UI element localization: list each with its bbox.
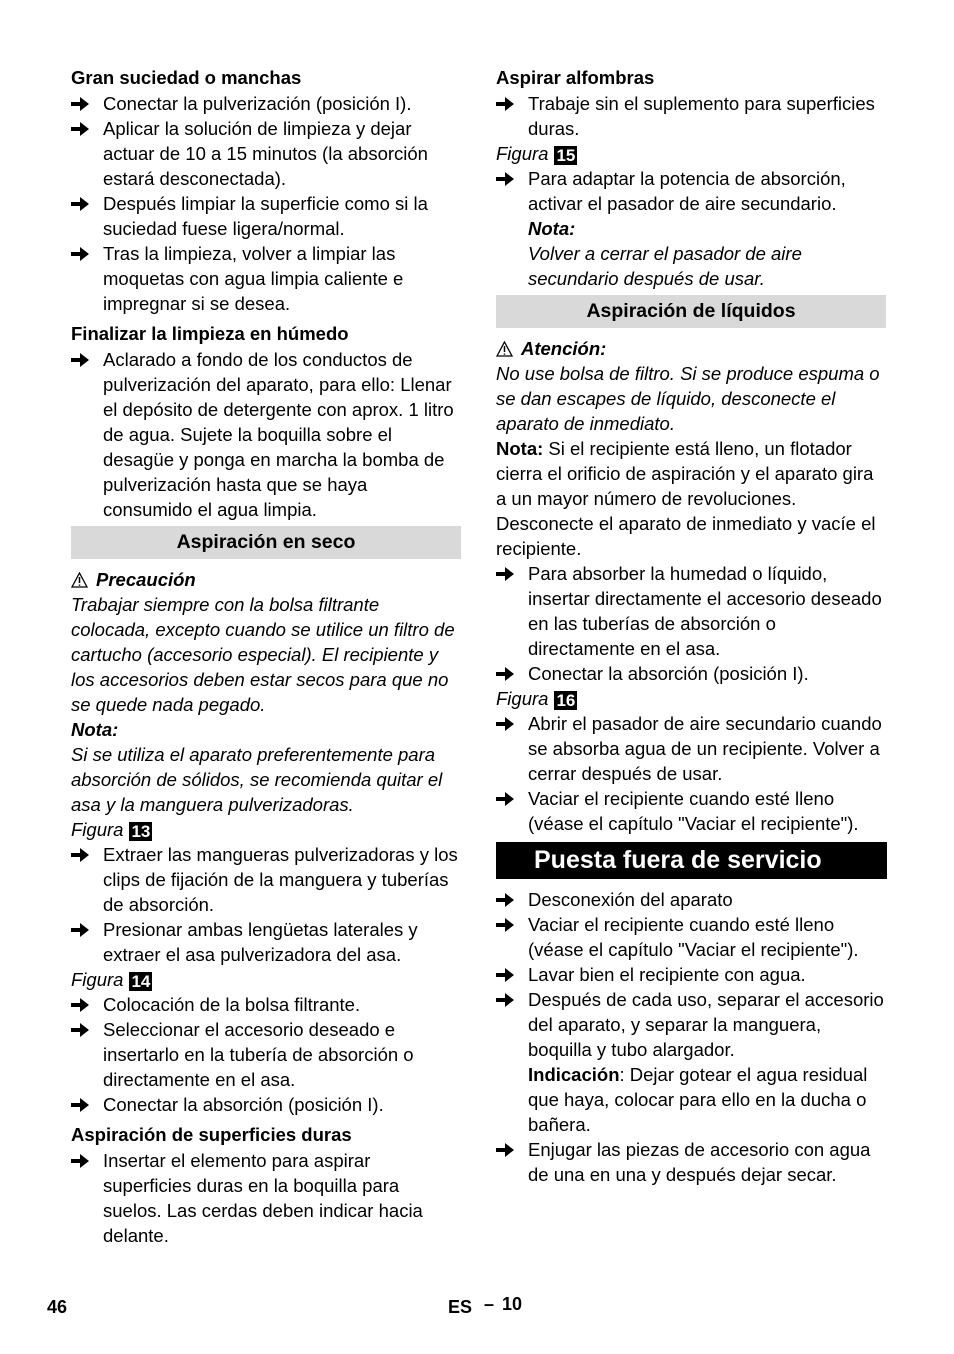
- note-label: Nota:: [71, 719, 119, 740]
- section-page-number: 10: [502, 1294, 523, 1314]
- figure-ref-16: [496, 686, 886, 711]
- list-item: [71, 116, 461, 191]
- figure-label: Figura: [496, 688, 549, 709]
- figure-label: Figura: [71, 969, 124, 990]
- section-aspiracion-seco: Aspiración en seco: [71, 526, 461, 559]
- list-item: [71, 842, 461, 917]
- note-paragraph: [496, 436, 886, 561]
- arrow-icon: [71, 347, 103, 522]
- list-item: [496, 166, 886, 291]
- caution-heading: [71, 567, 461, 592]
- list-item-text: Para absorber la humedad o líquido, insertar directamente el accesorio deseado en las tuberías de absorción o directamente en el asa.: [528, 563, 882, 659]
- arrow-icon: [496, 1137, 528, 1187]
- figure-ref-13: [71, 817, 461, 842]
- list-item-text: Aplicar la solución de limpieza y dejar actuar de 10 a 15 minutos (la absorción estará desconectada).: [103, 118, 428, 189]
- list-item: [496, 561, 886, 661]
- caution-text: Trabajar siempre con la bolsa filtrante colocada, excepto cuando se utilice un filtro de cartucho (accesorio especial). El recipiente y los accesorios deben estar secos para que no se quede nada pegado.: [71, 594, 455, 715]
- figure-label: Figura: [71, 819, 124, 840]
- list-item: [496, 912, 886, 962]
- heading-aspirar-alfombras: Aspirar alfombras: [496, 67, 655, 88]
- arrow-icon: [71, 917, 103, 967]
- list-item-text: Vaciar el recipiente cuando esté lleno (véase el capítulo "Vaciar el recipiente").: [528, 914, 859, 960]
- arrow-icon: [496, 912, 528, 962]
- attention-heading: [496, 336, 886, 361]
- list-item-text: [528, 987, 886, 1137]
- list-item: [71, 992, 461, 1017]
- list-item-text: Insertar el elemento para aspirar superficies duras en la boquilla para suelos. Las cerdas deben indicar hacia delante.: [103, 1150, 423, 1246]
- heading-superficies-duras: Aspiración de superficies duras: [71, 1124, 352, 1145]
- note-text: Si se utiliza el aparato preferentemente para absorción de sólidos, se recomienda quitar el asa y la manguera pulverizadoras.: [71, 744, 443, 815]
- list-item: [71, 1092, 461, 1117]
- list-item: [496, 91, 886, 141]
- arrow-icon: [71, 241, 103, 316]
- warning-icon: [496, 341, 513, 357]
- list-item-text: Conectar la absorción (posición I).: [103, 1094, 384, 1115]
- arrow-icon: [496, 166, 528, 291]
- arrow-icon: [71, 91, 103, 116]
- list-item-text: Enjugar las piezas de accesorio con agua de una en una y después dejar secar.: [528, 1139, 871, 1185]
- arrow-icon: [71, 992, 103, 1017]
- list-item-text: Trabaje sin el suplemento para superficies duras.: [528, 93, 875, 139]
- arrow-icon: [71, 1148, 103, 1248]
- note-text: Volver a cerrar el pasador de aire secundario después de usar.: [528, 243, 802, 289]
- arrow-icon: [496, 561, 528, 661]
- arrow-icon: [71, 116, 103, 191]
- list-item-text: Conectar la absorción (posición I).: [528, 663, 809, 684]
- figure-number: 16: [556, 691, 576, 710]
- list-item-text: Lavar bien el recipiente con agua.: [528, 964, 806, 985]
- note-text: Si el recipiente está lleno, un flotador cierra el orificio de aspiración y el aparato gira a un mayor número de revoluciones. Desconecte el aparato de inmediato y vacíe el recipiente.: [496, 438, 876, 559]
- footer-separator: –: [484, 1294, 495, 1314]
- note-label: Nota:: [496, 438, 544, 459]
- arrow-icon: [496, 91, 528, 141]
- list-item: [496, 661, 886, 686]
- list-item: [71, 1017, 461, 1092]
- attention-text: No use bolsa de filtro. Si se produce espuma o se dan escapes de líquido, desconecte el aparato de inmediato.: [496, 363, 880, 434]
- section-aspiracion-liquidos: Aspiración de líquidos: [496, 295, 886, 328]
- list-item-body: Para adaptar la potencia de absorción, activar el pasador de aire secundario.: [528, 168, 846, 214]
- list-item: [71, 347, 461, 522]
- caution-title: Precaución: [96, 569, 196, 590]
- figure-ref-15: [496, 141, 886, 166]
- arrow-icon: [71, 191, 103, 241]
- heading-finalizar: Finalizar la limpieza en húmedo: [71, 323, 349, 344]
- figure-number: 14: [131, 972, 151, 991]
- warning-icon: [71, 572, 88, 588]
- list-item: [496, 786, 886, 836]
- list-item-text: Después limpiar la superficie como si la suciedad fuese ligera/normal.: [103, 193, 428, 239]
- list-item: [496, 987, 886, 1137]
- figure-number: 13: [131, 822, 151, 841]
- list-item-text: Colocación de la bolsa filtrante.: [103, 994, 361, 1015]
- list-item-text: Extraer las mangueras pulverizadoras y los clips de fijación de la manguera y tuberías de absorción.: [103, 844, 458, 915]
- page-number: 46: [47, 1297, 68, 1317]
- arrow-icon: [496, 987, 528, 1137]
- figure-number: 15: [556, 146, 576, 165]
- arrow-icon: [71, 842, 103, 917]
- list-item-text: Abrir el pasador de aire secundario cuando se absorba agua de un recipiente. Volver a cerrar después de usar.: [528, 713, 882, 784]
- list-item-body: Después de cada uso, separar el accesorio del aparato, y separar la manguera, boquilla y tubo alargador.: [528, 989, 884, 1060]
- list-item-text: [528, 166, 886, 291]
- list-item: [496, 1137, 886, 1187]
- arrow-icon: [71, 1092, 103, 1117]
- list-item-text: Conectar la pulverización (posición I).: [103, 93, 412, 114]
- figure-ref-14: [71, 967, 461, 992]
- list-item: [496, 962, 886, 987]
- list-item: [71, 1148, 461, 1248]
- arrow-icon: [496, 661, 528, 686]
- arrow-icon: [496, 887, 528, 912]
- list-item: [496, 711, 886, 786]
- list-item-text: Vaciar el recipiente cuando esté lleno (véase el capítulo "Vaciar el recipiente").: [528, 788, 859, 834]
- figure-label: Figura: [496, 143, 549, 164]
- list-item: [71, 917, 461, 967]
- indication-label: Indicación: [528, 1064, 620, 1085]
- list-item-text: Tras la limpieza, volver a limpiar las moquetas con agua limpia caliente e impregnar si se desea.: [103, 243, 404, 314]
- list-item: [71, 91, 461, 116]
- arrow-icon: [496, 711, 528, 786]
- arrow-icon: [496, 786, 528, 836]
- list-item-text: Presionar ambas lengüetas laterales y extraer el asa pulverizadora del asa.: [103, 919, 418, 965]
- arrow-icon: [496, 962, 528, 987]
- right-column: [496, 64, 886, 1187]
- list-item: [496, 887, 886, 912]
- list-item: [71, 191, 461, 241]
- list-item: [71, 241, 461, 316]
- language-code: ES: [448, 1297, 473, 1317]
- list-item-text: Aclarado a fondo de los conductos de pulverización del aparato, para ello: Llenar el depósito de detergente con aprox. 1 litro de agua. Sujete la boquilla sobre el desagüe y ponga en marcha la bomba de pulverización hasta que se haya consumido el agua limpia.: [103, 349, 454, 520]
- chapter-heading: Puesta fuera de servicio: [496, 842, 887, 879]
- indication-text: : Dejar gotear el agua residual que haya, colocar para ello en la ducha o bañera.: [528, 1064, 868, 1135]
- left-column: [71, 64, 461, 1248]
- list-item-text: Seleccionar el accesorio deseado e insertarlo en la tubería de absorción o directamente en el asa.: [103, 1019, 414, 1090]
- note-label: Nota:: [528, 218, 576, 239]
- attention-title: Atención:: [521, 338, 607, 359]
- arrow-icon: [71, 1017, 103, 1092]
- heading-gran-suciedad: Gran suciedad o manchas: [71, 67, 302, 88]
- list-item-text: Desconexión del aparato: [528, 889, 733, 910]
